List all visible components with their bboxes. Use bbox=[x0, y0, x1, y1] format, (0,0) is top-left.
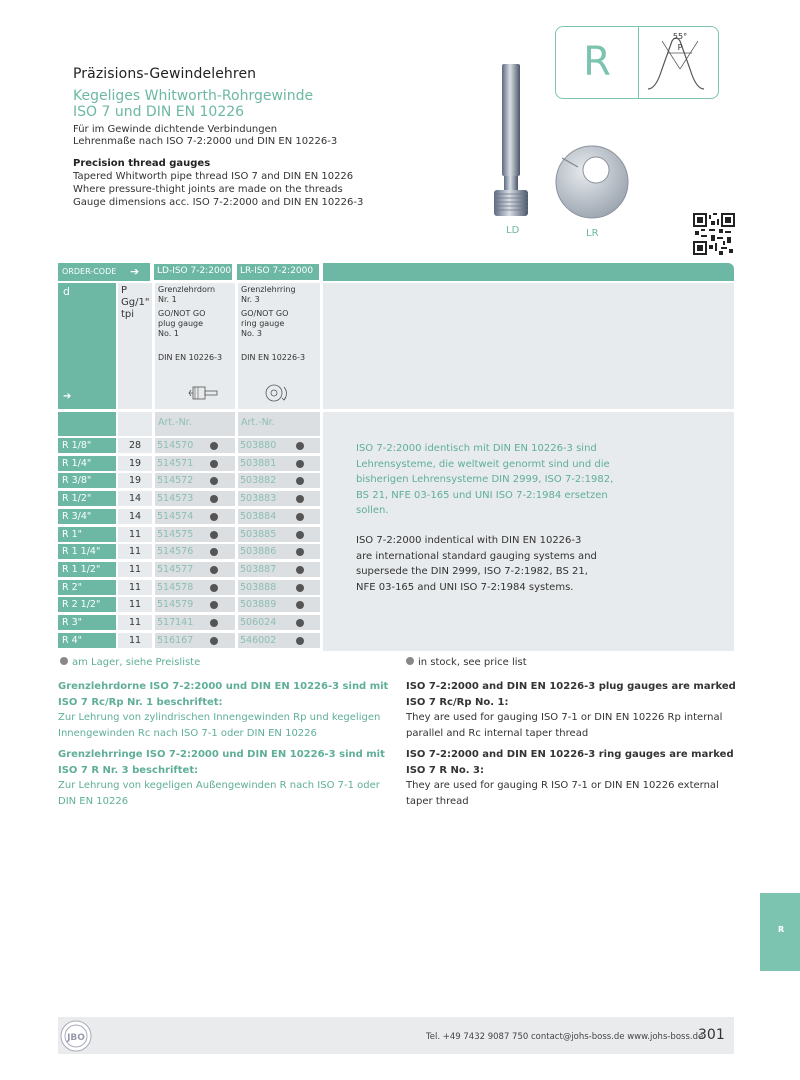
ld-article-cell[interactable] bbox=[155, 509, 235, 525]
plug-gauge-icon bbox=[187, 383, 221, 403]
header-filler-gray bbox=[323, 283, 734, 409]
in-stock-dot-icon bbox=[210, 566, 218, 574]
pitch-cell: 11 bbox=[118, 615, 152, 631]
side-tab-label: R bbox=[778, 925, 785, 934]
footnote-line: Innengewinden Rc nach ISO 7-1 oder DIN EN 10226 bbox=[58, 727, 317, 739]
lr-article-cell[interactable] bbox=[238, 456, 320, 472]
pitch-label-gg: Gg/1" bbox=[121, 297, 150, 308]
ld-desc-line: GO/NOT GO bbox=[158, 309, 206, 318]
ld-article-number: 514576 bbox=[157, 546, 194, 558]
lr-article-number: 546002 bbox=[240, 634, 277, 646]
ld-article-number: 514573 bbox=[157, 493, 194, 505]
ld-standard: DIN EN 10226-3 bbox=[158, 353, 223, 362]
description-de-line-1: Für im Gewinde dichtende Verbindungen bbox=[73, 124, 278, 135]
in-stock-dot-icon bbox=[210, 601, 218, 609]
footnote-line: taper thread bbox=[406, 795, 469, 807]
stock-dot-icon bbox=[60, 657, 68, 665]
lr-article-cell[interactable] bbox=[238, 562, 320, 578]
ld-desc-line: Grenzlehrdorn bbox=[158, 285, 216, 294]
jbo-logo-icon bbox=[60, 1020, 92, 1052]
stock-dot-icon bbox=[406, 657, 414, 665]
lr-article-cell[interactable] bbox=[238, 597, 320, 613]
legend-de bbox=[60, 657, 200, 668]
in-stock-dot-icon bbox=[296, 495, 304, 503]
ld-desc-line: plug gauge bbox=[158, 319, 204, 328]
thread-angle-label: 55° bbox=[672, 32, 688, 41]
footnote-en-plug bbox=[406, 679, 736, 741]
in-stock-dot-icon bbox=[210, 513, 218, 521]
lr-desc-line: ring gauge bbox=[241, 319, 285, 328]
ld-article-number: 514579 bbox=[157, 599, 194, 611]
in-stock-dot-icon bbox=[210, 619, 218, 627]
in-stock-dot-icon bbox=[296, 584, 304, 592]
ld-article-number: 514575 bbox=[157, 528, 194, 540]
plug-gauge-image bbox=[490, 60, 540, 220]
page-title: Präzisions-Gewindelehren bbox=[73, 66, 257, 82]
ld-article-cell[interactable] bbox=[155, 491, 235, 507]
subtitle-line-1: Kegeliges Whitworth-Rohrgewinde bbox=[73, 88, 314, 104]
pitch-cell: 11 bbox=[118, 527, 152, 543]
footnote-line: Grenzlehrringe ISO 7-2:2000 und DIN EN 10226-3 sind mit bbox=[58, 749, 385, 760]
note-en-line: ISO 7-2:2000 indentical with DIN EN 10226-3 bbox=[356, 535, 582, 546]
in-stock-dot-icon bbox=[296, 442, 304, 450]
lr-article-number: 503880 bbox=[240, 440, 277, 451]
ld-article-cell[interactable] bbox=[155, 527, 235, 543]
footnote-de-ring bbox=[58, 747, 385, 809]
in-stock-dot-icon bbox=[296, 513, 304, 521]
footnote-line: DIN EN 10226 bbox=[58, 795, 129, 807]
in-stock-dot-icon bbox=[296, 531, 304, 539]
ring-gauge-label: LR bbox=[586, 228, 599, 239]
lr-article-number: 503887 bbox=[240, 563, 277, 575]
pitch-column-header bbox=[118, 283, 152, 409]
ring-gauge-icon bbox=[262, 381, 292, 405]
lr-article-cell[interactable] bbox=[238, 544, 320, 560]
footnote-line: parallel and Rc internal taper thread bbox=[406, 727, 589, 739]
lr-article-number: 503885 bbox=[240, 528, 277, 540]
thread-size-cell: R 1 1/4" bbox=[58, 544, 116, 560]
note-de-line: bisherigen Lehrensysteme DIN 2999, ISO 7-2:1982, bbox=[356, 474, 614, 485]
description-en-line-3: Gauge dimensions acc. ISO 7-2:2000 and DIN EN 10226-3 bbox=[73, 197, 364, 208]
footnote-line: ISO 7 R No. 3: bbox=[406, 764, 485, 776]
footnote-line: ISO 7-2:2000 and DIN EN 10226-3 ring gauges are marked bbox=[406, 749, 734, 760]
qr-code[interactable] bbox=[693, 213, 735, 255]
thread-pitch-label: P bbox=[677, 43, 683, 52]
footnote-line: ISO 7-2:2000 and DIN EN 10226-3 plug gauges are marked bbox=[406, 681, 736, 692]
lr-article-cell[interactable] bbox=[238, 633, 320, 649]
art-label-ld-text: Art.-Nr. bbox=[158, 417, 192, 428]
thread-size-cell: R 1/8" bbox=[58, 438, 116, 454]
ld-article-number: 514572 bbox=[157, 475, 194, 487]
lr-article-cell[interactable] bbox=[238, 438, 320, 454]
in-stock-dot-icon bbox=[210, 637, 218, 645]
in-stock-dot-icon bbox=[210, 477, 218, 485]
lr-article-number: 503881 bbox=[240, 457, 277, 469]
footnote-de-plug bbox=[58, 679, 388, 741]
lr-article-number: 506024 bbox=[240, 617, 277, 628]
ld-article-number: 516167 bbox=[157, 634, 194, 646]
pitch-label-p: P bbox=[121, 285, 128, 296]
pitch-cell: 19 bbox=[118, 456, 152, 472]
pitch-label-tpi: tpi bbox=[121, 309, 135, 320]
pitch-cell: 14 bbox=[118, 509, 152, 525]
lr-article-number: 503884 bbox=[240, 510, 277, 522]
note-de-line: sollen. bbox=[356, 505, 389, 516]
lr-article-cell[interactable] bbox=[238, 473, 320, 489]
ld-article-cell[interactable] bbox=[155, 438, 235, 454]
footnote-line: They are used for gauging R ISO 7-1 or DIN EN 10226 external bbox=[406, 780, 719, 791]
pitch-cell: 11 bbox=[118, 580, 152, 596]
in-stock-dot-icon bbox=[296, 460, 304, 468]
thread-type-badge bbox=[555, 26, 719, 99]
ld-article-number: 514578 bbox=[157, 581, 194, 593]
in-stock-dot-icon bbox=[210, 495, 218, 503]
legend-en-text: in stock, see price list bbox=[418, 657, 527, 668]
footer-contact: Tel. +49 7432 9087 750 contact@johs-boss.de www.johs-boss.de bbox=[426, 1032, 704, 1042]
ld-article-number: 514571 bbox=[157, 457, 194, 469]
lr-article-cell[interactable] bbox=[238, 615, 320, 631]
lr-article-number: 503886 bbox=[240, 546, 277, 558]
lr-column-label: LR-ISO 7-2:2000 bbox=[240, 266, 314, 276]
subtitle-line-2: ISO 7 und DIN EN 10226 bbox=[73, 104, 245, 120]
description-en-line-1: Tapered Whitworth pipe thread ISO 7 and DIN EN 10226 bbox=[73, 171, 354, 182]
pitch-cell: 14 bbox=[118, 491, 152, 507]
thread-size-cell: R 3" bbox=[58, 615, 116, 631]
note-en-line: supersede the DIN 2999, ISO 7-2:1982, BS 21, bbox=[356, 566, 588, 577]
note-en-line: are international standard gauging systems and bbox=[356, 550, 597, 562]
lr-article-number: 503889 bbox=[240, 599, 277, 611]
ld-article-number: 514577 bbox=[157, 563, 194, 575]
ring-gauge-image bbox=[552, 140, 632, 220]
thread-size-cell: R 1 1/2" bbox=[58, 562, 116, 578]
ld-article-cell[interactable] bbox=[155, 456, 235, 472]
ld-desc-line: No. 1 bbox=[158, 329, 179, 338]
in-stock-dot-icon bbox=[296, 477, 304, 485]
footnote-line: Zur Lehrung von zylindrischen Innengewinden Rp und kegeligen bbox=[58, 712, 381, 723]
lr-article-number: 503888 bbox=[240, 581, 277, 593]
ld-article-cell[interactable] bbox=[155, 562, 235, 578]
note-en bbox=[356, 533, 597, 595]
note-de-line: ISO 7-2:2000 identisch mit DIN EN 10226-3 sind bbox=[356, 443, 597, 454]
art-row-d-cell bbox=[58, 412, 116, 436]
note-de-line: BS 21, NFE 03-165 und UNI ISO 7-2:1984 ersetzen bbox=[356, 489, 608, 501]
note-en-line: NFE 03-165 and UNI ISO 7-2:1984 systems. bbox=[356, 581, 574, 593]
in-stock-dot-icon bbox=[210, 584, 218, 592]
thread-size-cell: R 3/8" bbox=[58, 473, 116, 489]
in-stock-dot-icon bbox=[296, 548, 304, 556]
thread-size-cell: R 1" bbox=[58, 527, 116, 543]
lr-standard: DIN EN 10226-3 bbox=[241, 353, 306, 362]
ld-article-cell[interactable] bbox=[155, 580, 235, 596]
lr-desc-line: Nr. 3 bbox=[241, 295, 260, 304]
logo-text: JBO bbox=[67, 1033, 85, 1043]
art-label-ld bbox=[155, 412, 235, 436]
english-title: Precision thread gauges bbox=[73, 158, 211, 169]
footnote-line: ISO 7 Rc/Rp Nr. 1 beschriftet: bbox=[58, 696, 223, 708]
d-column-header bbox=[58, 283, 116, 409]
d-column-label: d bbox=[63, 285, 70, 298]
ld-article-cell[interactable] bbox=[155, 597, 235, 613]
lr-article-cell[interactable] bbox=[238, 527, 320, 543]
side-tab[interactable] bbox=[760, 893, 800, 971]
footnote-line: They are used for gauging ISO 7-1 or DIN EN 10226 Rp internal bbox=[406, 712, 723, 723]
lr-article-cell[interactable] bbox=[238, 509, 320, 525]
pitch-cell: 11 bbox=[118, 562, 152, 578]
ld-column-label: LD-ISO 7-2:2000 bbox=[157, 266, 232, 276]
arrow-right-icon: ➔ bbox=[130, 265, 140, 278]
badge-letter: R bbox=[556, 27, 639, 98]
footnote-line: ISO 7 R Nr. 3 beschriftet: bbox=[58, 764, 199, 776]
arrow-down-icon: ➔ bbox=[63, 391, 72, 402]
in-stock-dot-icon bbox=[210, 460, 218, 468]
thread-profile-icon bbox=[642, 29, 718, 97]
in-stock-dot-icon bbox=[210, 442, 218, 450]
ld-article-number: 517141 bbox=[157, 617, 194, 628]
lr-article-cell[interactable] bbox=[238, 580, 320, 596]
lr-desc-line: No. 3 bbox=[241, 329, 262, 338]
thread-size-cell: R 2 1/2" bbox=[58, 597, 116, 613]
ld-desc-line: Nr. 1 bbox=[158, 295, 177, 304]
ld-article-cell[interactable] bbox=[155, 633, 235, 649]
thread-size-cell: R 1/4" bbox=[58, 456, 116, 472]
pitch-cell: 28 bbox=[118, 438, 152, 454]
thread-size-cell: R 2" bbox=[58, 580, 116, 596]
order-code-header bbox=[58, 263, 150, 281]
note-de bbox=[356, 441, 613, 519]
order-code-label: ORDER-CODE bbox=[62, 267, 117, 276]
in-stock-dot-icon bbox=[296, 637, 304, 645]
lr-desc-line: GO/NOT GO bbox=[241, 309, 289, 318]
legend-en bbox=[406, 657, 527, 668]
in-stock-dot-icon bbox=[296, 601, 304, 609]
lr-description-cell bbox=[238, 283, 320, 409]
art-row-p-cell bbox=[118, 412, 152, 436]
ld-article-number: 514570 bbox=[157, 440, 194, 451]
note-de-line: Lehrensysteme, die weltweit genormt sind und die bbox=[356, 458, 610, 470]
lr-column-header bbox=[236, 263, 320, 281]
ld-article-number: 514574 bbox=[157, 510, 194, 522]
footnote-line: Zur Lehrung von kegeligen Außengewinden R nach ISO 7-1 oder bbox=[58, 780, 380, 791]
ld-description-cell bbox=[155, 283, 235, 409]
lr-desc-line: Grenzlehrring bbox=[241, 285, 296, 294]
lr-article-number: 503883 bbox=[240, 493, 277, 505]
in-stock-dot-icon bbox=[210, 531, 218, 539]
pitch-cell: 11 bbox=[118, 597, 152, 613]
ld-article-cell[interactable] bbox=[155, 544, 235, 560]
table-header-filler bbox=[323, 263, 734, 281]
thread-size-cell: R 3/4" bbox=[58, 509, 116, 525]
pitch-cell: 11 bbox=[118, 633, 152, 649]
art-label-lr-text: Art.-Nr. bbox=[241, 417, 275, 428]
in-stock-dot-icon bbox=[296, 566, 304, 574]
thread-size-cell: R 4" bbox=[58, 633, 116, 649]
pitch-cell: 11 bbox=[118, 544, 152, 560]
plug-gauge-label: LD bbox=[506, 225, 520, 236]
footnote-en-ring bbox=[406, 747, 734, 809]
legend-de-text: am Lager, siehe Preisliste bbox=[72, 657, 201, 668]
footnote-line: Grenzlehrdorne ISO 7-2:2000 und DIN EN 10226-3 sind mit bbox=[58, 681, 389, 692]
ld-column-header bbox=[153, 263, 233, 281]
thread-size-cell: R 1/2" bbox=[58, 491, 116, 507]
page-number: 301 bbox=[698, 1027, 725, 1043]
art-label-lr bbox=[238, 412, 320, 436]
description-en-line-2: Where pressure-thight joints are made on the threads bbox=[73, 184, 343, 195]
in-stock-dot-icon bbox=[210, 548, 218, 556]
pitch-cell: 19 bbox=[118, 473, 152, 489]
lr-article-number: 503882 bbox=[240, 475, 277, 487]
lr-article-cell[interactable] bbox=[238, 491, 320, 507]
description-de-line-2: Lehrenmaße nach ISO 7-2:2000 und DIN EN 10226-3 bbox=[73, 136, 338, 147]
ld-article-cell[interactable] bbox=[155, 473, 235, 489]
in-stock-dot-icon bbox=[296, 619, 304, 627]
ld-article-cell[interactable] bbox=[155, 615, 235, 631]
footnote-line: ISO 7 Rc/Rp No. 1: bbox=[406, 696, 509, 708]
